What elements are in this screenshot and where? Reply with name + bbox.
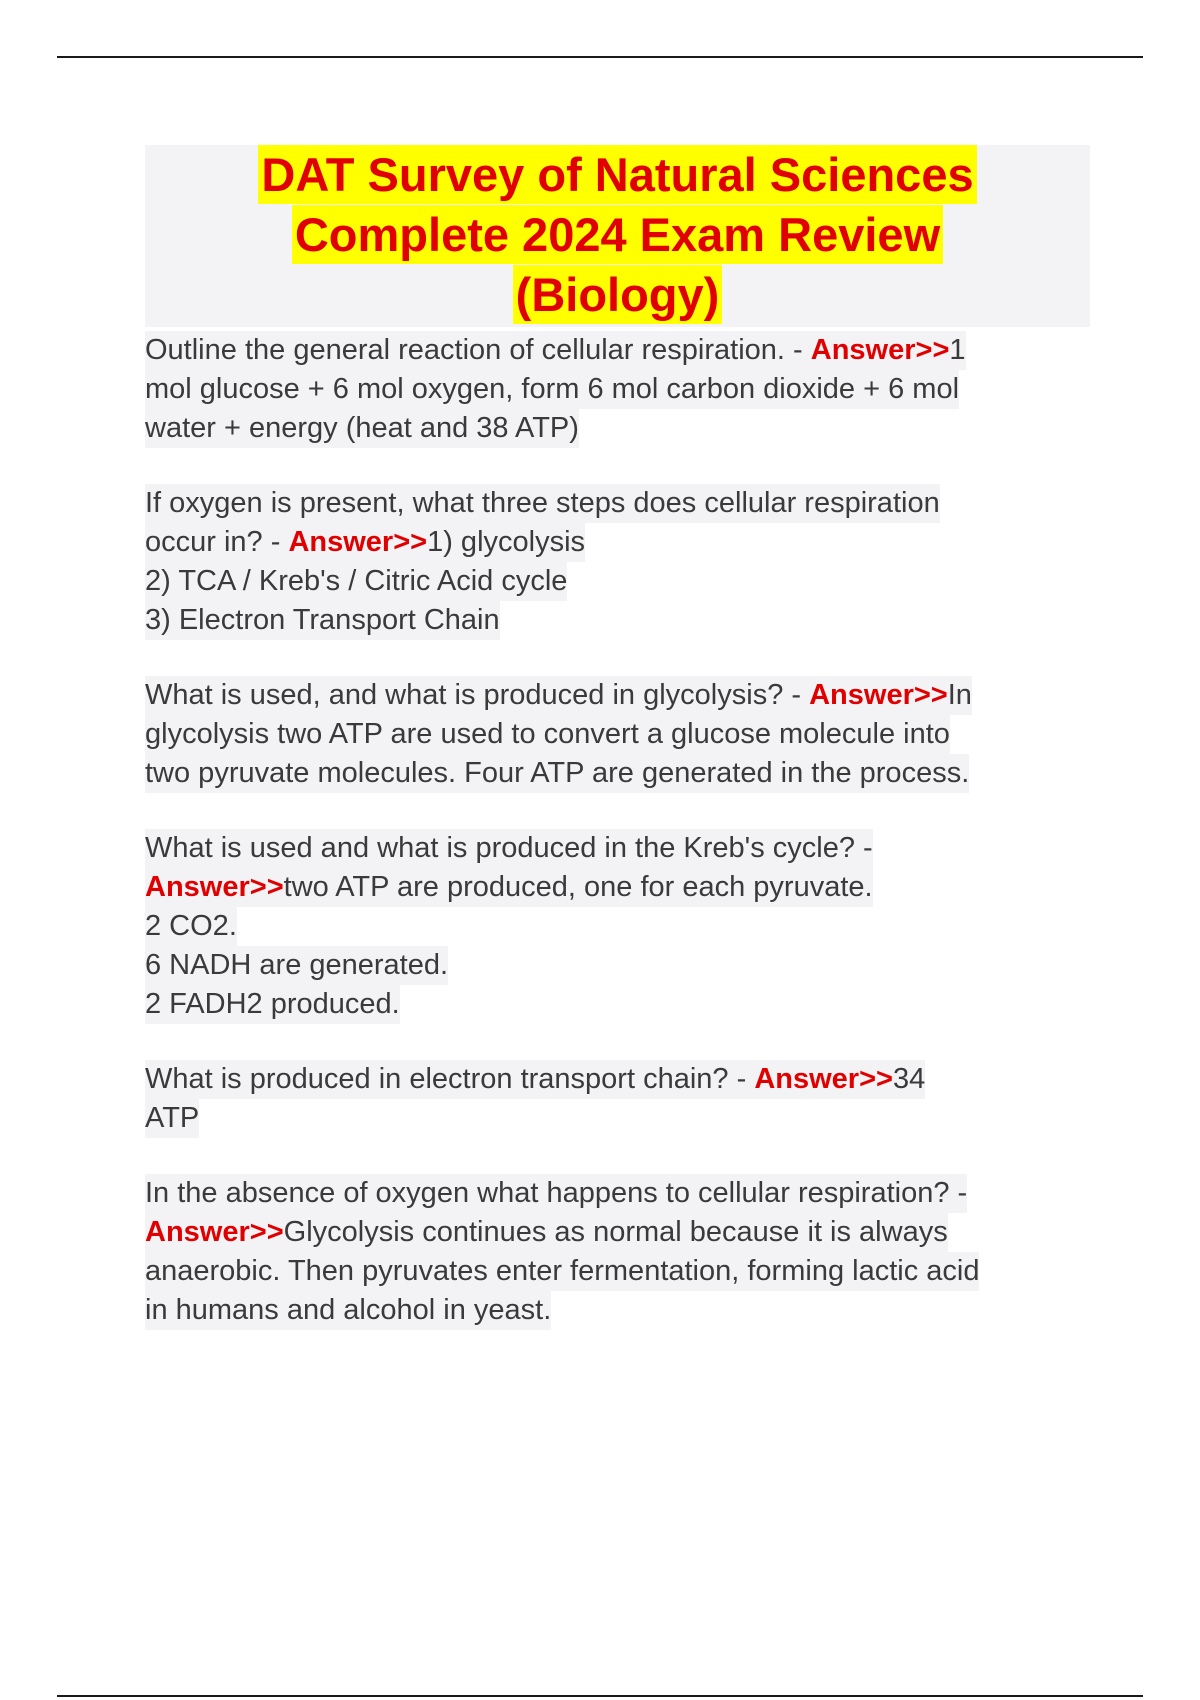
answer-text: 1) glycolysis xyxy=(427,526,586,558)
answer-marker: Answer>> xyxy=(754,1063,893,1095)
question-line: What is used and what is produced in the Kreb's cycle? - xyxy=(145,829,873,868)
question-line: In the absence of oxygen what happens to cellular respiration? - xyxy=(145,1174,967,1213)
question-text: What is used, and what is produced in glycolysis? - xyxy=(145,679,810,711)
title-line-3: (Biology) xyxy=(513,265,723,324)
footer-rule xyxy=(57,1695,1143,1697)
question-text: occur in? - xyxy=(145,526,289,558)
qa-item xyxy=(145,484,1090,640)
qa-item xyxy=(145,1174,1090,1330)
answer-line: mol glucose + 6 mol oxygen, form 6 mol carbon dioxide + 6 mol xyxy=(145,370,959,409)
qa-item xyxy=(145,676,1090,793)
answer-line: 2 FADH2 produced. xyxy=(145,985,400,1024)
answer-marker: Answer>> xyxy=(810,334,950,366)
qa-line xyxy=(145,1213,948,1252)
answer-line: 2) TCA / Kreb's / Citric Acid cycle xyxy=(145,562,567,601)
qa-item xyxy=(145,1060,1090,1138)
answer-text: 1 xyxy=(949,334,966,366)
answer-line: anaerobic. Then pyruvates enter fermentation, forming lactic acid xyxy=(145,1252,979,1291)
answer-marker: Answer>> xyxy=(145,871,284,903)
answer-line: water + energy (heat and 38 ATP) xyxy=(145,409,579,448)
document-body xyxy=(145,145,1090,1330)
answer-marker: Answer>> xyxy=(288,526,428,558)
question-text: What is produced in electron transport chain? - xyxy=(145,1063,755,1095)
question-line: If oxygen is present, what three steps does cellular respiration xyxy=(145,484,940,523)
answer-line: 3) Electron Transport Chain xyxy=(145,601,500,640)
qa-item xyxy=(145,829,1090,1024)
question-text: Outline the general reaction of cellular respiration. - xyxy=(145,334,811,366)
answer-marker: Answer>> xyxy=(145,1216,284,1248)
answer-line: 6 NADH are generated. xyxy=(145,946,448,985)
qa-line xyxy=(145,523,585,562)
title-line-2: Complete 2024 Exam Review xyxy=(292,205,943,264)
answer-text: 34 xyxy=(892,1063,926,1095)
qa-line xyxy=(145,868,873,907)
qa-line xyxy=(145,676,972,715)
title-line-1: DAT Survey of Natural Sciences xyxy=(258,145,976,204)
document-title xyxy=(145,145,1090,327)
qa-line xyxy=(145,1060,925,1099)
header-rule xyxy=(57,56,1143,58)
qa-line xyxy=(145,331,966,370)
answer-text: Glycolysis continues as normal because it is always xyxy=(283,1216,948,1248)
answer-line: ATP xyxy=(145,1099,199,1138)
answer-line: two pyruvate molecules. Four ATP are generated in the process. xyxy=(145,754,969,793)
answer-line: glycolysis two ATP are used to convert a glucose molecule into xyxy=(145,715,950,754)
answer-line: in humans and alcohol in yeast. xyxy=(145,1291,551,1330)
answer-line: 2 CO2. xyxy=(145,907,237,946)
answer-marker: Answer>> xyxy=(809,679,948,711)
answer-text: In xyxy=(947,679,972,711)
qa-item xyxy=(145,331,1090,448)
answer-text: two ATP are produced, one for each pyruvate. xyxy=(283,871,873,903)
